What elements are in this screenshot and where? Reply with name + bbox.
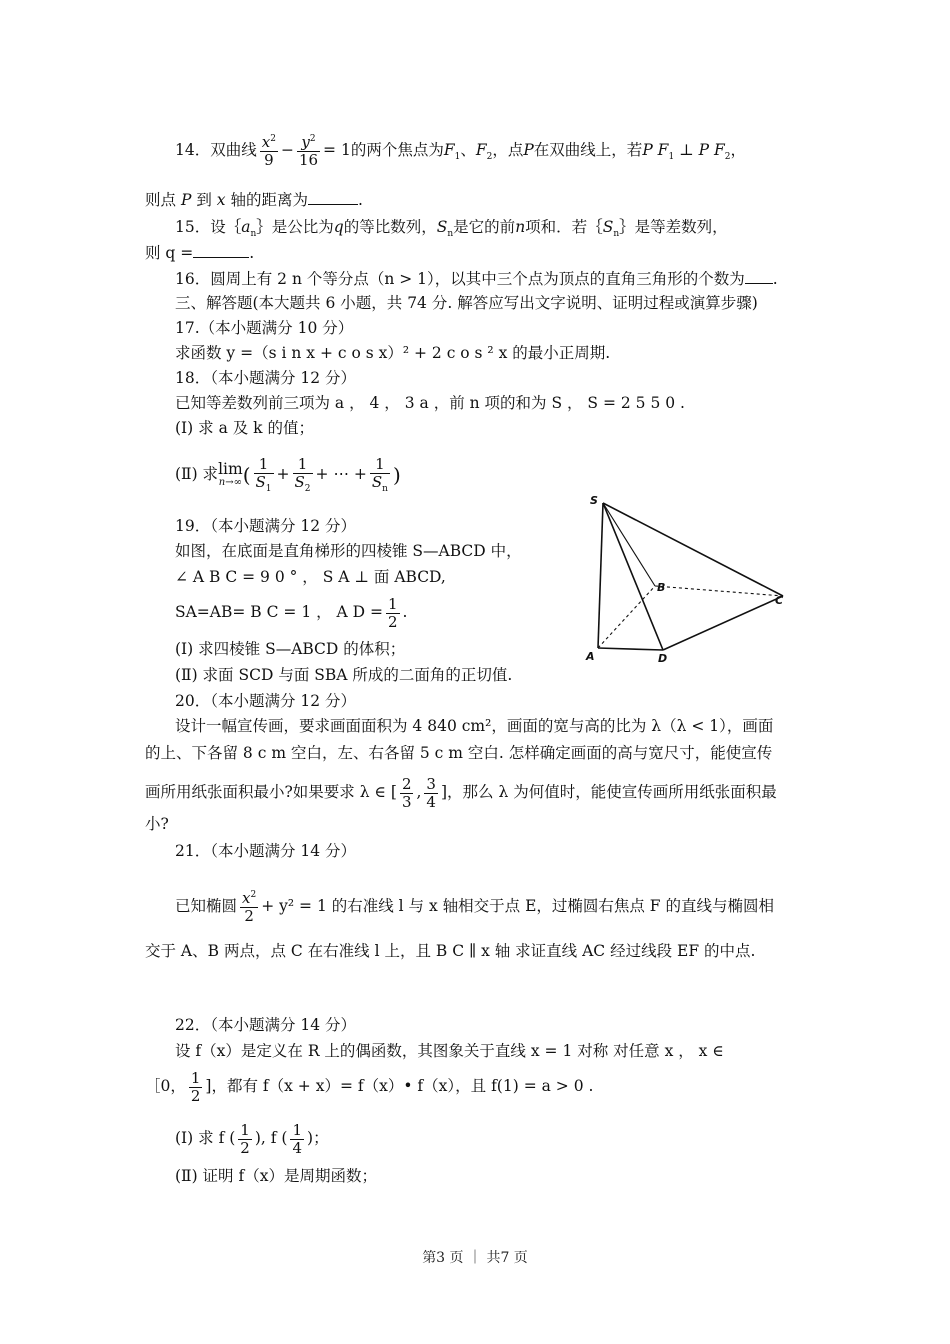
q18-part1: (Ⅰ) 求 a 及 k 的值； bbox=[175, 419, 314, 437]
q17-head: 17.（本小题满分 10 分） bbox=[175, 319, 354, 337]
edge-DC bbox=[663, 596, 783, 650]
q20-head: 20．（本小题满分 12 分） bbox=[175, 692, 357, 710]
q18-part2: (Ⅱ) 求lim n→∞ ( $\frac{1}{S_1}$ + $\frac{1}{S_2}$ + ⋯ + $\frac{1}{S_n}$ ) bbox=[175, 455, 401, 494]
edge-AB-hidden bbox=[598, 586, 655, 648]
q21-line1: 已知椭圆 $\frac{x^2}{2}$ + y² = 1 的右准线 l 与 x 轴相交于点 E，过椭圆右焦点 F 的直线与椭圆相 bbox=[175, 889, 774, 925]
q21-line2: 交于 A、B 两点，点 C 在右准线 l 上，且 B C ∥ x 轴 求证直线 AC 经过线段 EF 的中点. bbox=[145, 942, 756, 960]
q19-part2: (Ⅱ) 求面 SCD 与面 SBA 所成的二面角的正切值. bbox=[175, 666, 513, 684]
edge-AD bbox=[598, 648, 663, 650]
q22-line2: ［0， $\frac{1}{2}$ ]，都有 f（x + x）= f（x）• f（x），且 f(1) = a > 0 . bbox=[145, 1069, 594, 1105]
page-footer: 第3 页 ｜ 共7 页 bbox=[422, 1250, 528, 1266]
label-B: B bbox=[657, 581, 666, 594]
pyramid-figure bbox=[578, 488, 798, 663]
q20-line1: 设计一幅宣传画，要求画面面积为 4 840 cm²，画面的宽与高的比为 λ（λ < 1），画面 bbox=[175, 717, 774, 735]
answer-blank bbox=[193, 243, 249, 258]
q22-part1: (Ⅰ) 求 f ( $\frac{1}{2}$ ), f ( $\frac{1}{4}$ )； bbox=[175, 1121, 329, 1157]
label-C: C bbox=[775, 594, 784, 607]
q15-line2: 则 q = . bbox=[145, 244, 255, 262]
edge-SB bbox=[603, 503, 655, 586]
answer-blank bbox=[308, 190, 358, 205]
q19-head: 19．（本小题满分 12 分） bbox=[175, 517, 357, 535]
edge-SA bbox=[598, 503, 603, 648]
q20-line2: 的上、下各留 8 c m 空白，左、右各留 5 c m 空白. 怎样确定画面的高与宽尺寸，能使宣传 bbox=[145, 744, 773, 762]
q16-line: 16．圆周上有 2 n 个等分点（n > 1），以其中三个点为顶点的直角三角形的个数为 . bbox=[175, 270, 778, 288]
label-S: S bbox=[590, 494, 598, 507]
fraction-x2-over-9: $\frac{x^2}{9}$ bbox=[261, 133, 276, 169]
q14-line2: 则点 P 到 x 轴的距离为 . bbox=[145, 191, 363, 209]
q18-head: 18．（本小题满分 12 分） bbox=[175, 369, 357, 387]
q20-line3: 画所用纸张面积最小?如果要求 λ ∈ [ $\frac{2}{3}$ , $\frac{3}{4}$ ]，那么 λ 为何值时，能使宣传画所用纸张面积最 bbox=[145, 775, 777, 811]
q22-part2: (Ⅱ) 证明 f（x）是周期函数； bbox=[175, 1167, 377, 1185]
q20-line4: 小? bbox=[145, 815, 169, 833]
q15-line1: 15．设$\{a_n\}$是公比为q的等比数列，$S_n$是它的前n项和．若$\{S_n\}$是等差数列， bbox=[175, 218, 728, 240]
q19-line1: 如图，在底面是直角梯形的四棱锥 S—ABCD 中， bbox=[175, 542, 522, 560]
answer-blank bbox=[745, 269, 773, 284]
q17-body: 求函数 y =（s i n x + c o s x）² + 2 c o s ² x 的最小正周期. bbox=[175, 344, 611, 362]
q19-part1: (Ⅰ) 求四棱锥 S—ABCD 的体积； bbox=[175, 640, 406, 658]
label-D: D bbox=[658, 652, 668, 663]
q22-head: 22．（本小题满分 14 分） bbox=[175, 1016, 357, 1034]
edge-SC bbox=[603, 503, 783, 596]
limit-operator: lim n→∞ bbox=[218, 460, 243, 488]
q19-line3: SA=AB= B C = 1 ， A D = $\frac{1}{2}$ . bbox=[175, 595, 408, 631]
q18-body: 已知等差数列前三项为 a ， 4 ， 3 a ，前 n 项的和为 S ， S = 2 5 5 0 . bbox=[175, 394, 685, 412]
edge-SD bbox=[603, 503, 666, 650]
section-3-heading: 三、解答题(本大题共 6 小题，共 74 分. 解答应写出文字说明、证明过程或演算步骤) bbox=[175, 294, 758, 312]
edge-BC-hidden bbox=[655, 586, 783, 596]
q14-line1: 14．双曲线 $\frac{x^2}{9}$ − $\frac{y^2}{16}$ = 1的两个焦点为$F_1$、$F_2$，点P在双曲线上，若P $F_1$ ⊥ P $F_2$， bbox=[175, 133, 746, 169]
q19-line2: ∠ A B C = 9 0 ° ， S A ⊥ 面 ABCD, bbox=[175, 568, 446, 586]
q21-head: 21．（本小题满分 14 分） bbox=[175, 842, 357, 860]
fraction-y2-over-16: $\frac{y^2}{16}$ bbox=[298, 133, 319, 169]
label-A: A bbox=[586, 650, 595, 663]
q22-line1: 设 f（x）是定义在 R 上的偶函数，其图象关于直线 x = 1 对称 对任意 x ， x ∈ bbox=[175, 1042, 724, 1060]
